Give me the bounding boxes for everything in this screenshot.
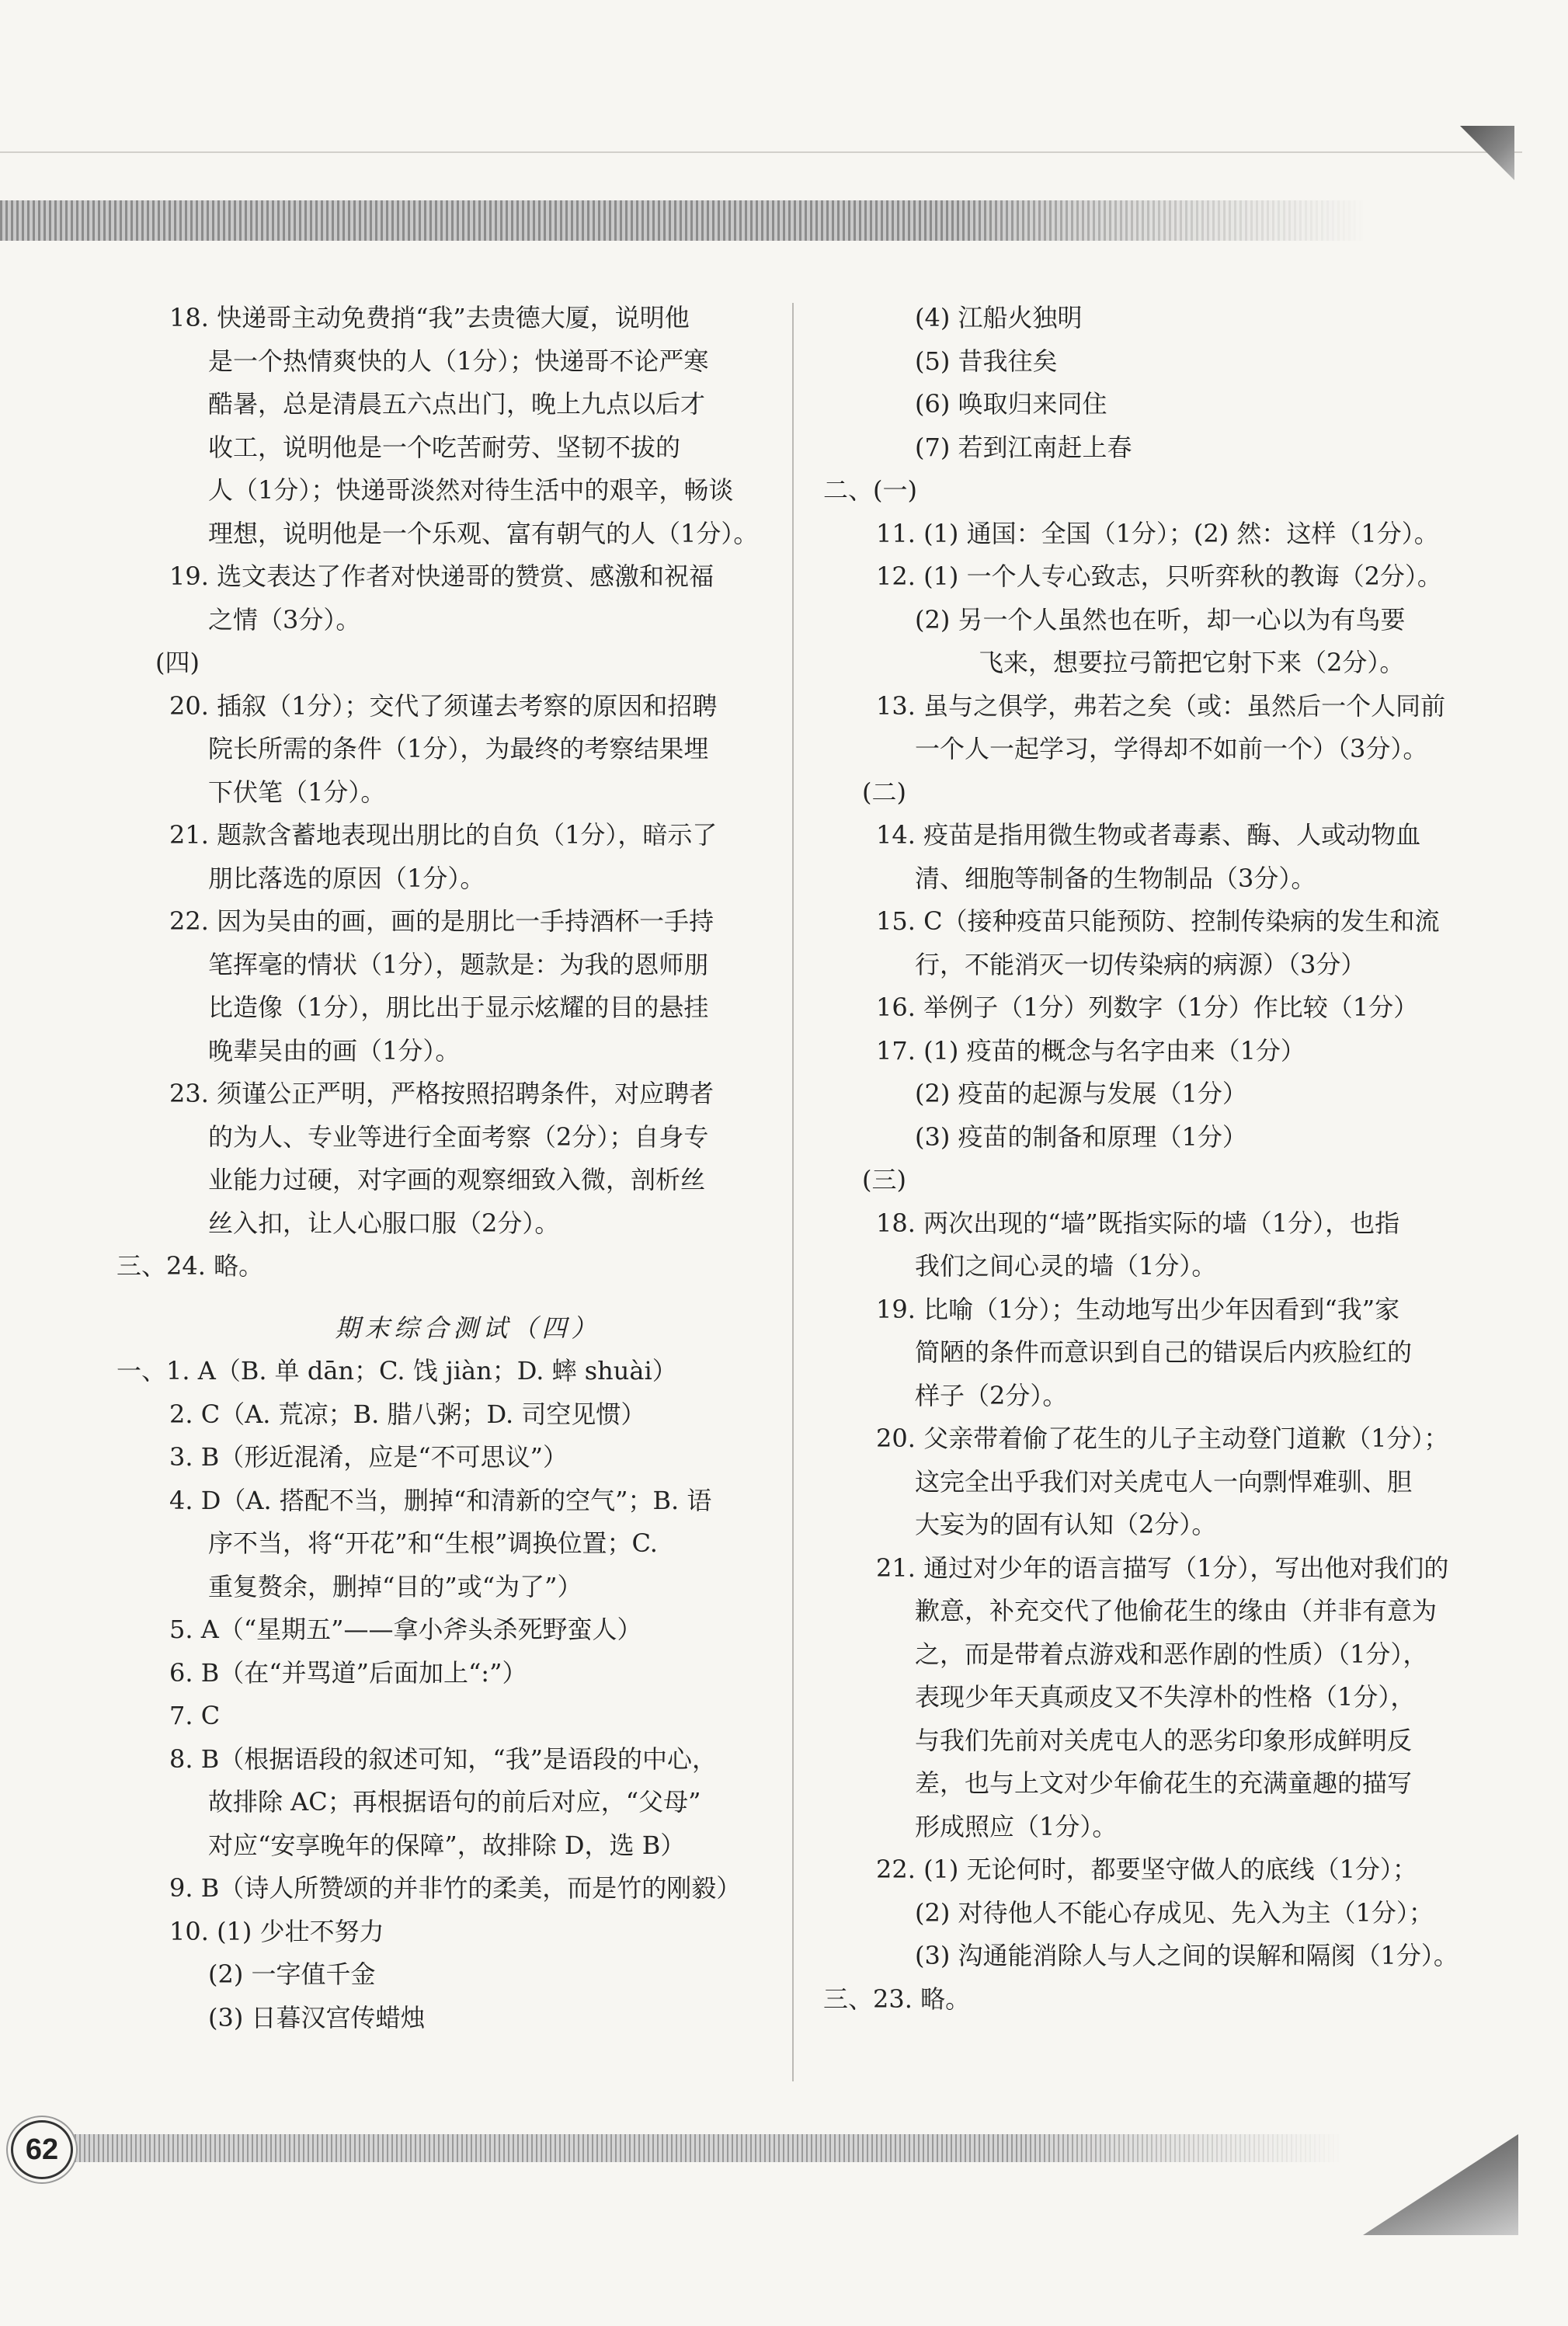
answer-line: 人（1分）；快递哥淡然对待生活中的艰辛，畅谈 — [208, 475, 734, 505]
answer-line: 酷暑，总是清晨五六点出门，晚上九点以后才 — [208, 389, 706, 419]
answer-22 — [116, 900, 773, 1073]
answer-22-right — [823, 1848, 1491, 1978]
answer-line: 样子（2分）。 — [915, 1380, 1068, 1410]
answer-line: 22. 因为吴由的画，画的是朋比一手持酒杯一手持 — [169, 906, 714, 936]
answer-line: (7) 若到江南赶上春 — [915, 432, 1132, 462]
section-4-heading — [116, 641, 773, 685]
answer-line: 笔挥毫的情状（1分），题款是：为我的恩师朋 — [208, 949, 709, 979]
column-divider — [792, 303, 794, 2081]
answer-line: 20. 父亲带着偷了花生的儿子主动登门道歉（1分）； — [876, 1424, 1449, 1453]
answer-line: 20. 插叙（1分）；交代了须谨去考察的原因和招聘 — [169, 690, 718, 721]
answer-line: 4. D（A. 搭配不当，删掉“和清新的空气”；B. 语 — [169, 1485, 712, 1515]
header-corner-ornament — [1460, 126, 1514, 180]
answer-line: 7. C — [169, 1701, 221, 1730]
answer-line: (3) 日暮汉宫传蜡烛 — [208, 2002, 426, 2032]
answer-line: 这完全出乎我们对关虎屯人一向剽悍难驯、胆 — [915, 1466, 1413, 1497]
answer-line: 的为人、专业等进行全面考察（2分）；自身专 — [208, 1121, 709, 1152]
answer-19-right — [823, 1288, 1491, 1418]
answer-line: 我们之间心灵的墙（1分）。 — [915, 1251, 1217, 1281]
answer-line: 一、1. A（B. 单 dān；C. 饯 jiàn；D. 蟀 shuài） — [116, 1356, 677, 1386]
answer-line: 18. 快递哥主动免费捎“我”去贵德大厦，说明他 — [169, 303, 690, 332]
answer-line: 业能力过硬，对字画的观察细致入微，剖析丝 — [208, 1165, 706, 1194]
answer-2 — [116, 1393, 773, 1437]
answer-line: (5) 昔我往矣 — [915, 346, 1058, 376]
answer-23-right — [823, 1978, 1491, 2022]
answer-line: 14. 疫苗是指用微生物或者毒素、酶、人或动物血 — [876, 820, 1421, 850]
answer-21-right — [823, 1547, 1491, 1849]
answer-line: 丝入扣，让人心服口服（2分）。 — [208, 1208, 560, 1238]
answer-24 — [116, 1245, 773, 1288]
answer-line: 12. (1) 一个人专心致志，只听弈秋的教诲（2分）。 — [876, 562, 1442, 591]
answer-line: 一个人一起学习，学得却不如前一个）（3分）。 — [915, 734, 1428, 763]
answer-18 — [116, 297, 773, 555]
answer-line: 飞来，想要拉弓箭把它射下来（2分）。 — [979, 648, 1405, 677]
answer-20-right — [823, 1417, 1491, 1547]
answer-line: 重复赘余，删掉“目的”或“为了”） — [208, 1571, 582, 1601]
answer-line: 三、23. 略。 — [823, 1984, 971, 2014]
answer-line: (6) 唤取归来同住 — [915, 389, 1107, 419]
answer-line: 3. B（形近混淆，应是“不可思议”） — [169, 1442, 568, 1472]
answer-line: 23. 须谨公正严明，严格按照招聘条件，对应聘者 — [169, 1079, 714, 1108]
answer-line: 16. 举例子（1分）列数字（1分）作比较（1分） — [876, 993, 1419, 1022]
section-label: (三) — [862, 1165, 906, 1194]
answer-line: 之情（3分）。 — [208, 604, 361, 635]
answer-line: 形成照应（1分）。 — [915, 1811, 1118, 1841]
header-rule — [0, 151, 1522, 153]
answer-3 — [116, 1436, 773, 1479]
answer-line: (2) 疫苗的起源与发展（1分） — [915, 1079, 1247, 1108]
answer-line: 晚辈吴由的画（1分）。 — [208, 1035, 461, 1066]
answer-line: 朋比落选的原因（1分）。 — [208, 863, 485, 893]
right-column — [823, 297, 1491, 2021]
section-title: 期末综合测试（四） — [335, 1313, 601, 1343]
answer-17 — [823, 1030, 1491, 1160]
answer-line: 简陋的条件而意识到自己的错误后内疚脸红的 — [915, 1337, 1413, 1367]
answer-7 — [116, 1695, 773, 1738]
answer-20 — [116, 685, 773, 815]
answer-line: 对应“安享晚年的保障”，故排除 D，选 B） — [208, 1830, 686, 1860]
answer-line: 序不当，将“开花”和“生根”调换位置；C. — [208, 1528, 658, 1558]
answer-line: 大妄为的固有认知（2分）。 — [915, 1510, 1217, 1539]
answer-line: (2) 对待他人不能心存成见、先入为主（1分）； — [915, 1897, 1434, 1928]
answer-line: 11. (1) 通国：全国（1分）；(2) 然：这样（1分）。 — [876, 518, 1439, 548]
answer-line: 22. (1) 无论何时，都要坚守做人的底线（1分）； — [876, 1855, 1417, 1884]
answer-line: (2) 一字值千金 — [208, 1959, 376, 1989]
answer-line: 21. 通过对少年的语言描写（1分），写出他对我们的 — [876, 1552, 1449, 1583]
answer-line: 8. B（根据语段的叙述可知，“我”是语段的中心， — [169, 1744, 717, 1774]
answer-line: 5. A（“星期五”——拿小斧头杀死野蛮人） — [169, 1615, 642, 1644]
answer-10-cont — [823, 297, 1491, 469]
answer-line: 歉意，补充交代了他偷花生的缘由（并非有意为 — [915, 1596, 1438, 1625]
header-band — [0, 200, 1367, 241]
answer-line: 2. C（A. 荒凉；B. 腊八粥；D. 司空见惯） — [169, 1399, 646, 1429]
answer-9 — [116, 1867, 773, 1911]
answer-6 — [116, 1652, 773, 1695]
answer-10 — [116, 1911, 773, 2040]
left-column — [116, 297, 773, 2039]
answer-line: 三、24. 略。 — [116, 1251, 264, 1281]
answer-line: (3) 沟通能消除人与人之间的误解和隔阂（1分）。 — [915, 1941, 1458, 1970]
page-number: 62 — [11, 2120, 73, 2179]
answer-line: 行，不能消灭一切传染病的病源）（3分） — [915, 949, 1366, 979]
answer-line: 10. (1) 少壮不努力 — [169, 1916, 384, 1946]
answer-line: 19. 选文表达了作者对快递哥的赞赏、感激和祝福 — [169, 562, 714, 591]
section-label: 二、(一) — [823, 475, 917, 505]
answer-line: 之，而是带着点游戏和恶作剧的性质）（1分）， — [915, 1639, 1428, 1669]
answer-line: 故排除 AC；再根据语句的前后对应，“父母” — [208, 1787, 701, 1817]
answer-line: 15. C（接种疫苗只能预防、控制传染病的发生和流 — [876, 906, 1440, 936]
answer-1 — [116, 1350, 773, 1393]
answer-line: (4) 江船火独明 — [915, 303, 1083, 332]
answer-5 — [116, 1608, 773, 1652]
answer-line: 与我们先前对关虎屯人的恶劣印象形成鲜明反 — [915, 1725, 1413, 1755]
answer-14 — [823, 814, 1491, 900]
answer-line: 下伏笔（1分）。 — [208, 777, 386, 807]
answer-23 — [116, 1073, 773, 1245]
answer-line: 比造像（1分），朋比出于显示炫耀的目的悬挂 — [208, 993, 709, 1022]
answer-line: 18. 两次出现的“墙”既指实际的墙（1分），也指 — [876, 1208, 1400, 1238]
answer-line: 21. 题款含蓄地表现出朋比的自负（1分），暗示了 — [169, 820, 718, 850]
answer-line: 表现少年天真顽皮又不失淳朴的性格（1分）， — [915, 1682, 1416, 1712]
answer-11 — [823, 513, 1491, 556]
section-2-1-heading — [823, 469, 1491, 513]
section-label: (四) — [155, 648, 200, 677]
answer-line: 清、细胞等制备的生物制品（3分）。 — [915, 863, 1316, 893]
answer-15 — [823, 900, 1491, 986]
answer-12 — [823, 555, 1491, 685]
answer-line: 理想，说明他是一个乐观、富有朝气的人（1分）。 — [208, 518, 759, 548]
answer-13 — [823, 685, 1491, 771]
answer-line: 院长所需的条件（1分），为最终的考察结果埋 — [208, 734, 709, 763]
answer-line: 差，也与上文对少年偷花生的充满童趣的描写 — [915, 1768, 1413, 1798]
footer-corner-ornament — [1363, 2134, 1518, 2235]
answer-line: 9. B（诗人所赞颂的并非竹的柔美，而是竹的刚毅） — [169, 1873, 742, 1903]
section-2-2-heading — [823, 771, 1491, 815]
answer-line: 6. B（在“并骂道”后面加上“:”） — [169, 1657, 527, 1688]
answer-16 — [823, 986, 1491, 1030]
section-2-3-heading — [823, 1159, 1491, 1202]
answer-line: 13. 虽与之俱学，弗若之矣（或：虽然后一个人同前 — [876, 690, 1446, 721]
answer-line: (3) 疫苗的制备和原理（1分） — [915, 1121, 1247, 1152]
answer-8 — [116, 1738, 773, 1868]
section-label: (二) — [862, 777, 906, 807]
answer-19 — [116, 555, 773, 641]
footer-band — [70, 2134, 1344, 2162]
answer-line: (2) 另一个人虽然也在听，却一心以为有鸟要 — [915, 604, 1406, 635]
answer-4 — [116, 1479, 773, 1609]
answer-line: 17. (1) 疫苗的概念与名字由来（1分） — [876, 1035, 1306, 1066]
answer-21 — [116, 814, 773, 900]
answer-line: 收工，说明他是一个吃苦耐劳、坚韧不拔的 — [208, 432, 681, 462]
answer-18-right — [823, 1202, 1491, 1288]
answer-line: 19. 比喻（1分）；生动地写出少年因看到“我”家 — [876, 1294, 1400, 1324]
answer-line: 是一个热情爽快的人（1分）；快递哥不论严寒 — [208, 346, 709, 376]
